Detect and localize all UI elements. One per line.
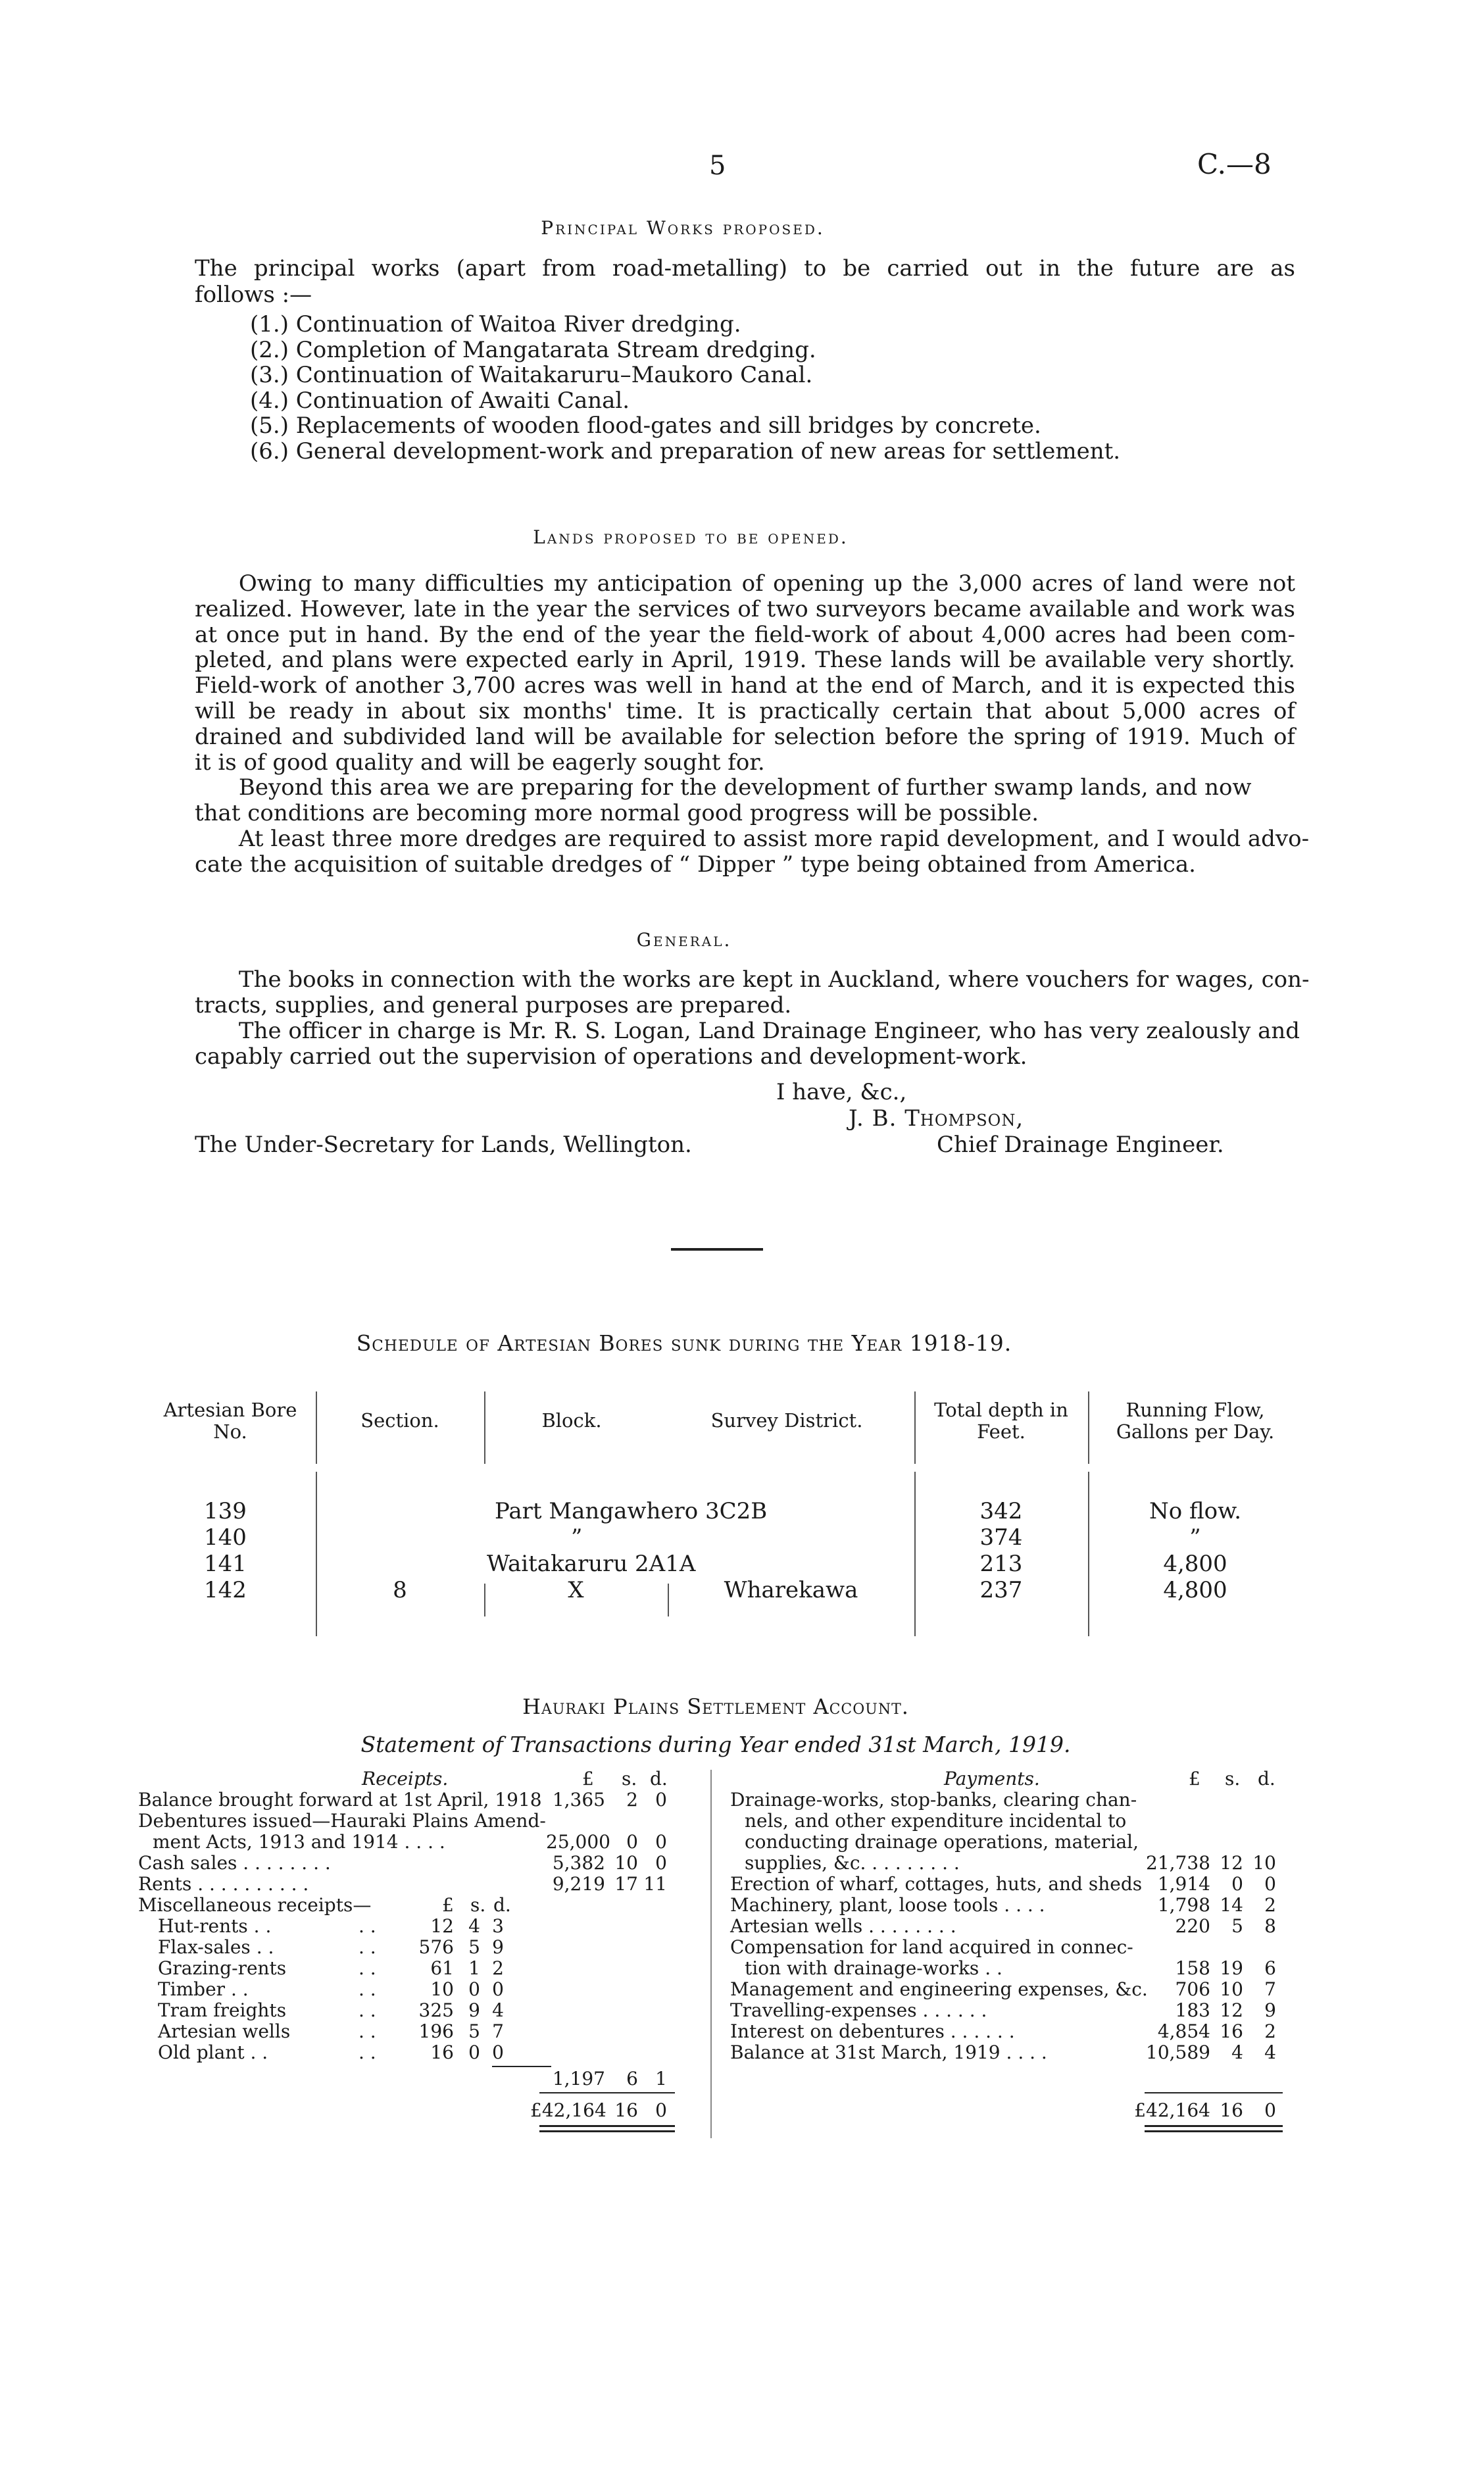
misc-d: 4 [492, 1999, 504, 2021]
payment-s: 10 [1220, 1978, 1243, 2000]
header-text: Feet. [977, 1420, 1026, 1443]
col-header-block: Block. [541, 1409, 602, 1432]
payment-pound: 158 [1175, 1957, 1210, 1979]
payment-s: 0 [1231, 1873, 1243, 1895]
general-paragraphs [195, 966, 1310, 1070]
receipt-label: Rents . . . . . . . . . . [138, 1873, 309, 1895]
lands-line: cate the acquisition of suitable dredges of “ Dipper ” type being obtained from America. [195, 851, 1196, 878]
payment-s: 14 [1220, 1894, 1243, 1916]
payment-d: 7 [1264, 1978, 1276, 2000]
payment-pound: 4,854 [1157, 2020, 1210, 2042]
payment-label: supplies, &c. . . . . . . . . [745, 1852, 960, 1874]
col-header-flow [1088, 1399, 1302, 1443]
payment-label: Compensation for land acquired in connec- [730, 1936, 1133, 1958]
misc-dots: . . [359, 1957, 376, 1979]
misc-pound: 12 [430, 1915, 454, 1937]
flow-cell: 4,800 [1163, 1577, 1227, 1603]
account-statement [138, 1768, 1322, 2190]
payment-s: 16 [1220, 2020, 1243, 2042]
receipt-d: 0 [655, 1852, 667, 1874]
flow-cell: ” [1189, 1524, 1201, 1551]
payment-pound: 21,738 [1146, 1852, 1210, 1874]
misc-pound: 325 [418, 1999, 454, 2021]
col-header-bore-no [145, 1399, 316, 1443]
receipts-double-rule [539, 2130, 675, 2132]
bore-no-cell: 140 [204, 1524, 247, 1551]
misc-s: 9 [468, 1999, 480, 2021]
col-header-section: Section. [360, 1409, 439, 1432]
addressee: The Under-Secretary for Lands, Wellington. [195, 1132, 692, 1158]
closing-salutation: I have, &c., [776, 1079, 907, 1105]
payment-pound: 183 [1175, 1999, 1210, 2021]
works-item: (4.) Continuation of Awaiti Canal. [250, 387, 630, 414]
header-text: Gallons per Day. [1116, 1420, 1275, 1443]
receipt-s: 0 [626, 1831, 638, 1853]
receipts-total-rule [539, 2092, 675, 2093]
misc-total-d: 1 [655, 2068, 667, 2090]
bore-no-cell: 141 [204, 1551, 247, 1577]
block-cell: Part Mangawhero 3C2B [495, 1498, 768, 1524]
survey-cell: Wharekawa [724, 1577, 858, 1603]
misc-dots: . . [359, 1978, 376, 2000]
misc-d: 9 [492, 1936, 504, 1958]
receipts-heading: Receipts. [362, 1768, 449, 1790]
depth-cell: 213 [979, 1551, 1023, 1577]
receipt-label: Cash sales . . . . . . . . [138, 1852, 331, 1874]
misc-total-s: 6 [626, 2068, 638, 2090]
payment-d: 2 [1264, 2020, 1276, 2042]
principal-works-heading: Principal Works proposed. [541, 217, 825, 239]
lands-line: drained and subdivided land will be available for selection before the spring of 1919. Much of [195, 723, 1295, 750]
flow-cell: No flow. [1149, 1498, 1242, 1524]
lands-line: will be ready in about six months' time. It is practically certain that about 5,000 acres of [195, 697, 1295, 724]
payment-s: 12 [1220, 1999, 1243, 2021]
payment-label: nels, and other expenditure incidental to [745, 1810, 1127, 1832]
receipt-d: 0 [655, 1831, 667, 1853]
misc-d: 3 [492, 1915, 504, 1937]
misc-dots: . . [359, 2041, 376, 2063]
payment-label: conducting drainage operations, material, [745, 1831, 1139, 1853]
payment-d: 9 [1264, 1999, 1276, 2021]
payment-s: 5 [1231, 1915, 1243, 1937]
payments-col-s: s. [1225, 1768, 1241, 1790]
receipt-label: Debentures issued—Hauraki Plains Amend- [138, 1810, 546, 1832]
works-item: (1.) Continuation of Waitoa River dredging. [250, 311, 741, 338]
depth-cell: 342 [979, 1498, 1023, 1524]
receipt-pound: 9,219 [552, 1873, 605, 1895]
misc-pound: 61 [430, 1957, 454, 1979]
misc-label: Grazing-rents [158, 1957, 287, 1979]
bore-no-cell: 139 [204, 1498, 247, 1524]
block-cell: ” [571, 1524, 583, 1551]
misc-label: Artesian wells [158, 2020, 291, 2042]
lands-line: At least three more dredges are required to assist more rapid development, and I would advo- [238, 825, 1310, 852]
receipt-label: Balance brought forward at 1st April, 1918 [138, 1789, 542, 1811]
account-subtitle: Statement of Transactions during Year ended 31st March, 1919. [360, 1732, 1071, 1757]
payments-double-rule [1145, 2125, 1283, 2127]
receipts-total-d: 0 [655, 2099, 667, 2121]
misc-d: 0 [492, 1978, 504, 2000]
receipt-pound: 1,365 [552, 1789, 605, 1811]
receipt-label: Miscellaneous receipts— [138, 1894, 372, 1916]
receipt-d: 0 [655, 1789, 667, 1811]
misc-label: Flax-sales . . [158, 1936, 274, 1958]
payments-col-pound: £ [1189, 1768, 1200, 1790]
page-number: 5 [709, 151, 726, 181]
misc-d: 0 [492, 2041, 504, 2063]
col-header-depth [914, 1399, 1088, 1443]
works-item: (6.) General development-work and preparation of new areas for settlement. [250, 438, 1121, 464]
receipts-col-s: s. [622, 1768, 637, 1790]
block-cell: X [568, 1577, 584, 1603]
receipts-total-pound: £42,164 [530, 2099, 606, 2121]
receipts-double-rule [539, 2125, 675, 2127]
lands-line: that conditions are becoming more normal good progress will be possible. [195, 800, 1039, 827]
payments-total-rule [1145, 2092, 1283, 2093]
payment-s: 4 [1231, 2041, 1243, 2063]
misc-dots: . . [359, 2020, 376, 2042]
section-cell: 8 [393, 1577, 407, 1603]
payments-total-s: 16 [1220, 2099, 1243, 2121]
payment-d: 6 [1264, 1957, 1276, 1979]
payment-d: 8 [1264, 1915, 1276, 1937]
payment-s: 19 [1220, 1957, 1243, 1979]
misc-total-pound: 1,197 [552, 2068, 605, 2090]
header-text: Running Flow, [1125, 1399, 1265, 1421]
payment-pound: 1,798 [1157, 1894, 1210, 1916]
principal-works-list [250, 312, 1120, 464]
flow-cell: 4,800 [1163, 1551, 1227, 1577]
payment-label: Balance at 31st March, 1919 . . . . [730, 2041, 1047, 2063]
misc-col-pound: £ [442, 1894, 454, 1916]
block-cell: Waitakaruru 2A1A [487, 1551, 696, 1577]
misc-pound: 10 [430, 1978, 454, 2000]
misc-d: 2 [492, 1957, 504, 1979]
misc-pound: 576 [418, 1936, 454, 1958]
receipts-col-d: d. [650, 1768, 668, 1790]
payment-d: 0 [1264, 1873, 1276, 1895]
payment-label: Travelling-expenses . . . . . . [730, 1999, 987, 2021]
payments-col-d: d. [1258, 1768, 1275, 1790]
signature-title: Chief Drainage Engineer. [937, 1132, 1224, 1158]
lands-line: pleted, and plans were expected early in April, 1919. These lands will be available very shortly. [195, 647, 1295, 674]
receipt-pound: 5,382 [552, 1852, 605, 1874]
misc-s: 1 [468, 1957, 480, 1979]
misc-dots: . . [359, 1915, 376, 1937]
misc-s: 4 [468, 1915, 480, 1937]
account-divider [710, 1770, 712, 2138]
bore-no-cell: 142 [204, 1577, 247, 1603]
misc-s: 5 [468, 1936, 480, 1958]
col-header-survey-district: Survey District. [710, 1409, 863, 1432]
misc-dots: . . [359, 1936, 376, 1958]
intro-line-2: follows :— [195, 282, 312, 308]
payment-d: 4 [1264, 2041, 1276, 2063]
misc-label: Hut-rents . . [158, 1915, 272, 1937]
misc-s: 0 [468, 1978, 480, 2000]
payment-label: Erection of wharf, cottages, huts, and sheds [730, 1873, 1143, 1895]
payment-label: Artesian wells . . . . . . . . [730, 1915, 956, 1937]
lands-line: at once put in hand. By the end of the year the field-work of about 4,000 acres had been com- [195, 621, 1295, 648]
receipts-total-s: 16 [614, 2099, 638, 2121]
misc-label: Timber . . [158, 1978, 249, 2000]
general-line: tracts, supplies, and general purposes are prepared. [195, 992, 792, 1018]
payment-label: Management and engineering expenses, &c. [730, 1978, 1148, 2000]
payment-pound: 10,589 [1146, 2041, 1210, 2063]
header-text: Artesian Bore [163, 1399, 297, 1421]
payment-label: tion with drainage-works . . [745, 1957, 1002, 1979]
payments-heading: Payments. [944, 1768, 1040, 1790]
misc-pound: 16 [430, 2041, 454, 2063]
misc-d: 7 [492, 2020, 504, 2042]
lands-line: it is of good quality and will be eagerly sought for. [195, 749, 765, 776]
lands-paragraphs [195, 570, 1310, 878]
document-series: C.—8 [1197, 148, 1272, 180]
payment-pound: 706 [1175, 1978, 1210, 2000]
payment-label: Drainage-works, stop-banks, clearing chan- [730, 1789, 1137, 1811]
works-item: (2.) Completion of Mangatarata Stream dredging. [250, 336, 816, 363]
receipt-d: 11 [643, 1873, 667, 1895]
general-line: capably carried out the supervision of operations and development-work. [195, 1043, 1027, 1070]
payment-label: Machinery, plant, loose tools . . . . [730, 1894, 1045, 1916]
account-title: Hauraki Plains Settlement Account. [522, 1694, 909, 1719]
lands-line: Beyond this area we are preparing for the development of further swamp lands, and now [238, 774, 1252, 801]
general-heading: General. [636, 929, 732, 951]
misc-subtotal-rule [492, 2066, 551, 2067]
receipt-label: ment Acts, 1913 and 1914 . . . . [153, 1831, 445, 1853]
bores-table [145, 1378, 1302, 1641]
lands-line: Field-work of another 3,700 acres was well in hand at the end of March, and it is expected this [195, 672, 1295, 699]
lands-line: Owing to many difficulties my anticipation of opening up the 3,000 acres of land were not [238, 570, 1295, 597]
misc-label: Old plant . . [158, 2041, 268, 2063]
depth-cell: 374 [979, 1524, 1023, 1551]
signature-name: J. B. Thompson, [849, 1105, 1024, 1132]
payment-pound: 220 [1175, 1915, 1210, 1937]
receipt-s: 17 [614, 1873, 638, 1895]
table-rule [316, 1472, 317, 1636]
misc-col-d: d. [493, 1894, 511, 1916]
payment-s: 12 [1220, 1852, 1243, 1874]
works-item: (3.) Continuation of Waitakaruru–Maukoro Canal. [250, 362, 813, 388]
misc-s: 0 [468, 2041, 480, 2063]
payment-pound: 1,914 [1157, 1873, 1210, 1895]
intro-line-1: The principal works (apart from road-metalling) to be carried out in the future are as [195, 255, 1295, 282]
payments-double-rule [1145, 2130, 1283, 2132]
general-line: The officer in charge is Mr. R. S. Logan, Land Drainage Engineer, who has very zealously and [238, 1018, 1300, 1044]
payments-total-pound: £42,164 [1134, 2099, 1210, 2121]
section-divider [671, 1248, 763, 1251]
receipt-s: 10 [614, 1852, 638, 1874]
header-text: Total depth in [934, 1399, 1068, 1421]
lands-heading: Lands proposed to be opened. [533, 526, 849, 548]
receipts-col-pound: £ [582, 1768, 594, 1790]
lands-line: realized. However, late in the year the services of two surveyors became available and work was [195, 595, 1295, 622]
general-line: The books in connection with the works are kept in Auckland, where vouchers for wages, con- [238, 966, 1310, 993]
receipt-s: 2 [626, 1789, 638, 1811]
payment-d: 2 [1264, 1894, 1276, 1916]
misc-s: 5 [468, 2020, 480, 2042]
bores-table-title: Schedule of Artesian Bores sunk during the Year 1918-19. [356, 1330, 1012, 1356]
receipt-pound: 25,000 [546, 1831, 610, 1853]
payment-label: Interest on debentures . . . . . . [730, 2020, 1015, 2042]
depth-cell: 237 [979, 1577, 1023, 1603]
principal-works-intro [195, 255, 1295, 308]
misc-pound: 196 [418, 2020, 454, 2042]
misc-dots: . . [359, 1999, 376, 2021]
payments-total-d: 0 [1264, 2099, 1276, 2121]
header-text: No. [213, 1420, 247, 1443]
payment-d: 10 [1252, 1852, 1276, 1874]
works-item: (5.) Replacements of wooden flood-gates and sill bridges by concrete. [250, 413, 1041, 439]
misc-col-s: s. [470, 1894, 486, 1916]
misc-label: Tram freights [158, 1999, 287, 2021]
